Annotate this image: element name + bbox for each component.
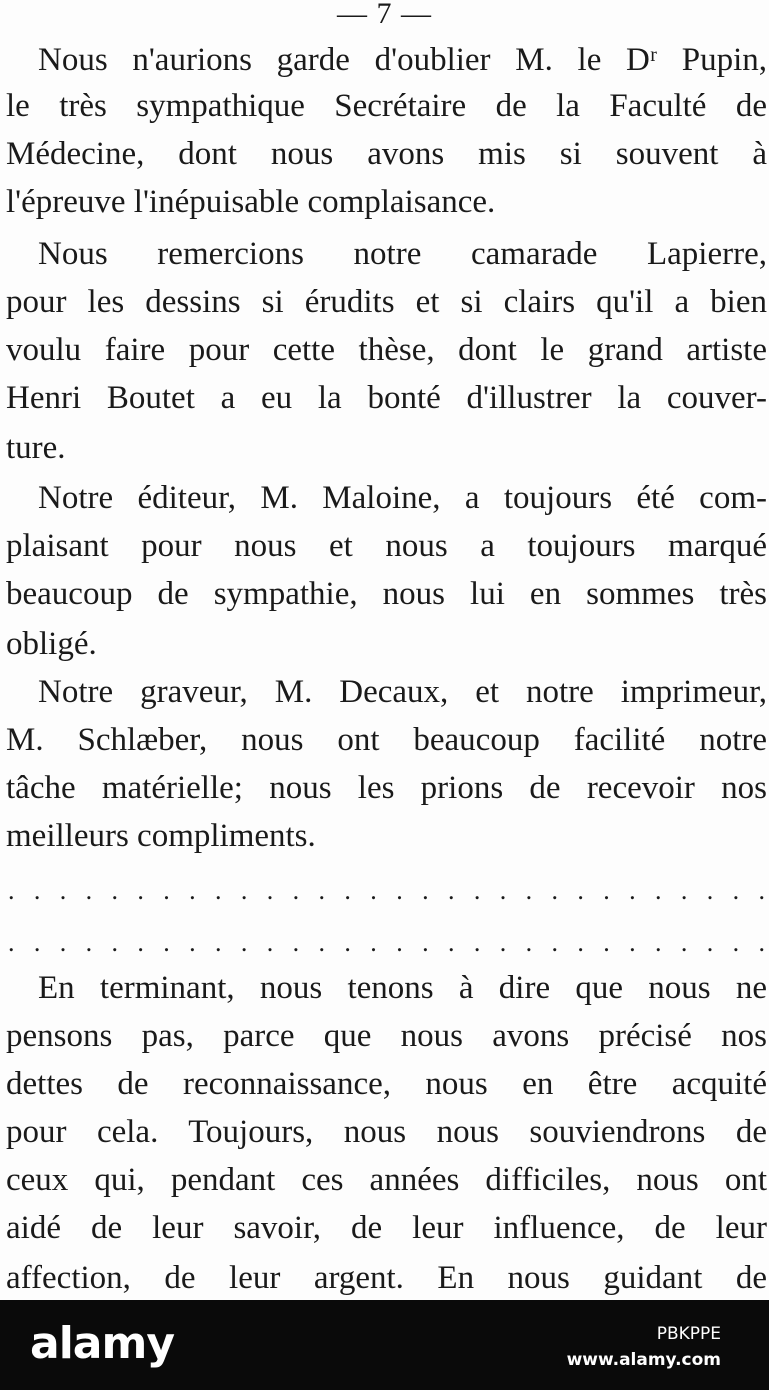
alamy-logo: alamy [30,1318,174,1369]
text-line: Médecine, dont nous avons mis si souvent à [6,136,767,172]
text-line: dettes de reconnaissance, nous en être acquité [6,1066,767,1102]
text-line: M. Schlæber, nous ont beaucoup facilité notre [6,722,767,758]
text-line: plaisant pour nous et nous a toujours marqué [6,528,767,564]
text-line: obligé. [6,626,97,662]
text-line: Henri Boutet a eu la bonté d'illustrer la couver- [6,380,767,416]
text-line: pensons pas, parce que nous avons précisé nos [6,1018,767,1054]
text-line: pour les dessins si érudits et si clairs qu'il a bien [6,284,767,320]
text-line: Notre éditeur, M. Maloine, a toujours été com- [38,480,767,516]
text-line: meilleurs compliments. [6,818,316,854]
page-number: — 7 — [337,0,432,30]
text-line: affection, de leur argent. En nous guidant de [6,1260,767,1296]
dot-separator: . . . . . . . . . . . . . . . . . . . . . . . . . . . . . . [8,928,765,957]
text-line: le très sympathique Secrétaire de la Faculté de [6,88,767,124]
text-line: tâche matérielle; nous les prions de recevoir nos [6,770,767,806]
watermark-url: www.alamy.com [566,1350,721,1370]
dot-separator: . . . . . . . . . . . . . . . . . . . . . . . . . . . . . . [8,876,765,905]
image-id: PBKPPE [656,1324,721,1344]
text-line: beaucoup de sympathie, nous lui en sommes très [6,576,767,612]
text-line: En terminant, nous tenons à dire que nous ne [38,970,767,1006]
text-line: voulu faire pour cette thèse, dont le grand artiste [6,332,767,368]
text-line: aidé de leur savoir, de leur influence, de leur [6,1210,767,1246]
text-line: Nous remercions notre camarade Lapierre, [38,236,767,272]
text-line: l'épreuve l'inépuisable complaisance. [6,184,496,220]
text-line: ceux qui, pendant ces années difficiles, nous ont [6,1162,767,1198]
text-line: pour cela. Toujours, nous nous souviendrons de [6,1114,767,1150]
watermark-banner [0,1300,769,1390]
text-line: Nous n'aurions garde d'oublier M. le Dʳ Pupin, [38,42,767,78]
text-line: ture. [6,430,66,466]
text-line: Notre graveur, M. Decaux, et notre imprimeur, [38,674,767,710]
